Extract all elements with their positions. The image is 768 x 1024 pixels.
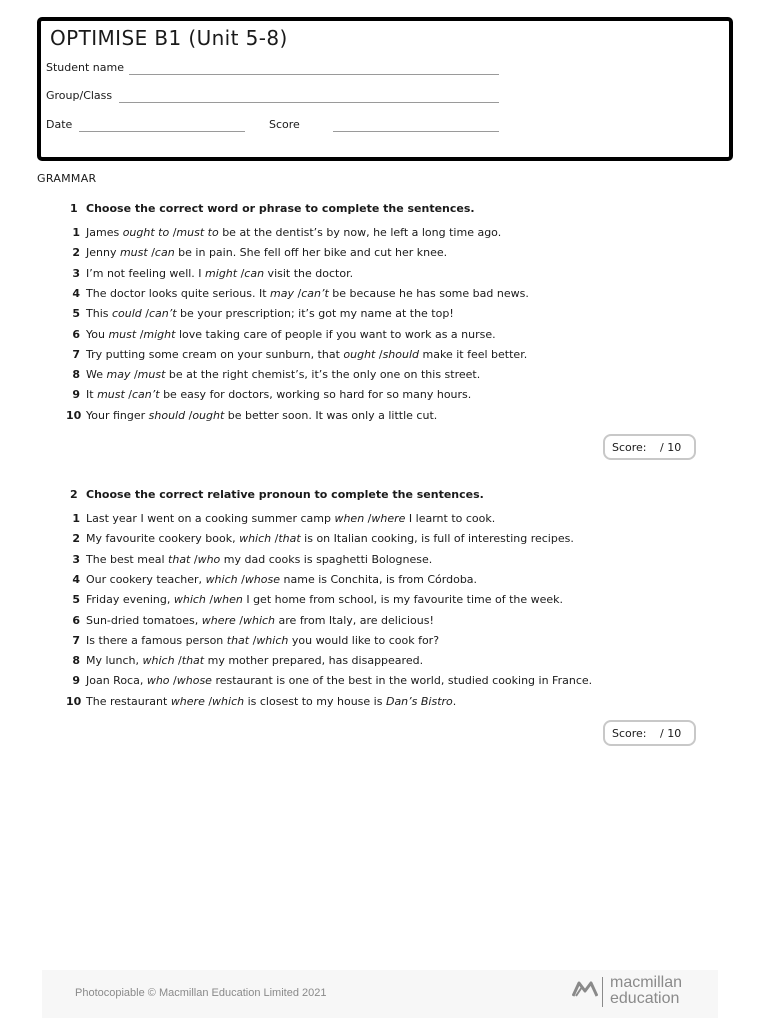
sentence-text: be your prescription; it’s got my name at the top! (176, 307, 454, 321)
question-item (66, 654, 423, 670)
question-item (66, 634, 439, 650)
question-number: 3 (72, 266, 80, 280)
sentence-text: / (169, 226, 177, 239)
question-item (66, 348, 527, 364)
sentence-text: you would like to cook for? (288, 633, 440, 647)
sentence-text: / (141, 307, 149, 321)
sentence-text: / (237, 266, 245, 280)
exercise-instruction-text: Choose the correct relative pronoun to complete the sentences. (86, 488, 484, 501)
sentence-text: be easy for doctors, working so hard for so many hours. (159, 388, 472, 402)
sentence-text: / (375, 347, 383, 361)
sentence-text: The restaurant (86, 694, 171, 708)
sentence-text: The best meal (86, 552, 169, 566)
sentence-text: make it feel better. (419, 347, 528, 361)
group-class-field[interactable] (119, 102, 499, 103)
answer-option[interactable]: can (244, 266, 265, 280)
question-item (66, 246, 447, 262)
answer-option[interactable]: might (205, 266, 238, 280)
sentence-text: Sun-dried tomatoes, (86, 613, 202, 627)
answer-option[interactable]: that (278, 532, 301, 546)
logo-wordmark (610, 975, 682, 1007)
question-number: 4 (72, 286, 80, 300)
question-number: 6 (72, 327, 80, 341)
sentence-text: / (190, 552, 198, 566)
answer-option[interactable]: that (181, 654, 205, 668)
answer-option[interactable]: where (371, 512, 406, 525)
question-item (66, 328, 496, 344)
answer-option[interactable]: whose (176, 674, 212, 688)
date-label: Date (46, 118, 73, 131)
question-item (66, 226, 501, 242)
answer-option[interactable]: where (170, 694, 205, 708)
sentence-text: name is Conchita, is from Córdoba. (280, 572, 478, 586)
sentence-text: be at the dentist’s by now, he left a long time ago. (218, 226, 502, 239)
question-number: 7 (72, 347, 80, 361)
answer-option[interactable]: which (256, 633, 289, 647)
answer-option[interactable]: which (242, 613, 276, 627)
question-item (66, 573, 477, 589)
answer-option[interactable]: should (382, 347, 420, 361)
question-item (66, 409, 437, 425)
question-number: 3 (72, 552, 80, 566)
answer-option[interactable]: may (270, 286, 295, 300)
answer-option[interactable]: where (201, 613, 236, 627)
sentence-text: Our cookery teacher, (86, 572, 206, 586)
answer-option[interactable]: when (213, 593, 243, 607)
sentence-text: This (86, 307, 112, 321)
sentence-text: The doctor looks quite serious. It (86, 286, 271, 300)
score-box-label: Score: (612, 727, 647, 740)
sentence-text: / (249, 633, 257, 647)
sentence-text: is on Italian cooking, is full of interesting recipes. (300, 532, 574, 546)
macmillan-logo (572, 975, 702, 1011)
student-info-box (37, 17, 733, 161)
exercise-number: 2 (70, 488, 78, 501)
sentence-text: Last year I went on a cooking summer camp (86, 512, 335, 525)
exercise-2-score-box[interactable] (603, 720, 696, 746)
sentence-text: / (205, 593, 214, 607)
answer-option[interactable]: that (168, 552, 191, 566)
question-number: 5 (72, 593, 80, 607)
answer-option[interactable]: could (111, 307, 142, 321)
answer-option[interactable]: should (148, 408, 186, 422)
question-item (66, 267, 353, 283)
answer-option[interactable]: can’t (132, 388, 160, 402)
score-box-total: / 10 (660, 441, 682, 454)
sentence-text: love taking care of people if you want to work as a nurse. (175, 327, 496, 341)
sentence-text: be at the right chemist’s, it’s the only one on this street. (165, 368, 481, 382)
answer-option[interactable]: which (142, 654, 175, 668)
sentence-text: restaurant is one of the best in the world, studied cooking in France. (211, 674, 593, 688)
answer-option[interactable]: ought (192, 408, 225, 422)
answer-option[interactable]: must (137, 368, 166, 382)
answer-option[interactable]: who (146, 674, 170, 688)
exercise-2-instruction (70, 488, 484, 501)
question-number: 10 (66, 408, 82, 422)
sentence-text: be in pain. She fell off her bike and cut her knee. (174, 246, 448, 260)
question-number: 9 (72, 388, 80, 402)
sentence-text: We (86, 368, 107, 382)
sentence-text: Jenny (86, 246, 120, 260)
answer-option[interactable]: can (154, 246, 175, 260)
answer-option[interactable]: who (197, 552, 221, 566)
score-box-total: / 10 (660, 727, 682, 740)
sentence-text: / (294, 286, 302, 300)
answer-option[interactable]: which (239, 532, 272, 546)
question-number: 1 (72, 512, 80, 525)
sentence-text: visit the doctor. (264, 266, 354, 280)
question-number: 10 (66, 694, 82, 708)
question-item (66, 307, 454, 323)
question-number: 1 (72, 226, 80, 239)
exercise-instruction-text: Choose the correct word or phrase to complete the sentences. (86, 202, 475, 215)
question-item (66, 532, 574, 548)
question-item (66, 695, 456, 711)
copyright-text: Photocopiable © Macmillan Education Limited 2021 (75, 987, 327, 999)
question-number: 2 (72, 246, 80, 260)
question-number: 4 (72, 572, 80, 586)
question-item (66, 512, 495, 528)
answer-option[interactable]: must (108, 327, 137, 341)
answer-option[interactable]: ought to (122, 226, 170, 239)
sentence-text: It (86, 388, 98, 402)
question-item (66, 593, 563, 609)
question-number: 5 (72, 307, 80, 321)
score-label: Score (269, 118, 300, 131)
sentence-text: I learnt to cook. (405, 512, 496, 525)
score-field[interactable] (333, 131, 499, 132)
question-number: 2 (72, 532, 80, 546)
exercise-1-instruction (70, 202, 475, 215)
sentence-text: my dad cooks is spaghetti Bolognese. (220, 552, 433, 566)
student-name-label: Student name (46, 61, 124, 74)
sentence-text: / (271, 532, 279, 546)
sentence-text: Try putting some cream on your sunburn, that (86, 347, 344, 361)
answer-option[interactable]: when (334, 512, 365, 525)
sentence-text: be better soon. It was only a little cut. (224, 408, 438, 422)
answer-option[interactable]: which (205, 572, 238, 586)
question-number: 8 (72, 368, 80, 382)
sentence-text: . (452, 694, 457, 708)
section-heading: GRAMMAR (37, 172, 97, 185)
logo-divider (602, 977, 603, 1007)
sentence-text: / (364, 512, 372, 525)
question-item (66, 287, 529, 303)
question-number: 8 (72, 654, 80, 668)
logo-line-1: macmillan (610, 974, 683, 991)
sentence-text: Your finger (86, 408, 149, 422)
answer-option[interactable]: which (173, 593, 206, 607)
student-name-field[interactable] (129, 74, 499, 75)
sentence-text: I get home from school, is my favourite time of the week. (242, 593, 564, 607)
date-field[interactable] (79, 131, 245, 132)
answer-option[interactable]: whose (244, 572, 281, 586)
page-title: OPTIMISE B1 (Unit 5-8) (50, 26, 288, 50)
sentence-text: My favourite cookery book, (86, 532, 240, 546)
sentence-text: / (185, 408, 193, 422)
sentence-text: / (147, 246, 155, 260)
answer-option[interactable]: can’t (148, 307, 177, 321)
answer-option[interactable]: might (143, 327, 176, 341)
answer-option[interactable]: must (119, 246, 148, 260)
sentence-text: are from Italy, are delicious! (275, 613, 434, 627)
answer-option[interactable]: that (226, 633, 250, 647)
sentence-text: is closest to my house is (244, 694, 386, 708)
logo-line-2: education (610, 990, 680, 1007)
sentence-text: You (86, 327, 109, 341)
answer-option[interactable]: can’t (301, 286, 329, 300)
sentence-text: / (235, 613, 243, 627)
answer-option[interactable]: may (106, 368, 131, 382)
exercise-1-score-box[interactable] (603, 434, 696, 460)
answer-option[interactable]: which (212, 694, 245, 708)
sentence-text: Is there a famous person (86, 633, 227, 647)
group-class-label: Group/Class (46, 89, 113, 102)
answer-option[interactable]: must to (176, 226, 219, 239)
question-item (66, 553, 432, 569)
question-number: 6 (72, 613, 80, 627)
sentence-text: / (174, 654, 182, 668)
sentence-text: I’m not feeling well. I (86, 266, 206, 280)
question-item (66, 614, 434, 630)
sentence-text: James (86, 226, 123, 239)
question-number: 7 (72, 633, 80, 647)
score-box-label: Score: (612, 441, 647, 454)
question-item (66, 674, 592, 690)
answer-option[interactable]: Dan’s Bistro (385, 694, 453, 708)
question-item (66, 368, 480, 384)
answer-option[interactable]: must (97, 388, 125, 402)
answer-option[interactable]: ought (343, 347, 376, 361)
question-item (66, 388, 471, 404)
sentence-text: / (130, 368, 138, 382)
question-number: 9 (72, 674, 80, 688)
sentence-text: my mother prepared, has disappeared. (204, 654, 424, 668)
sentence-text: / (136, 327, 144, 341)
sentence-text: / (237, 572, 245, 586)
sentence-text: / (204, 694, 213, 708)
sentence-text: / (169, 674, 177, 688)
exercise-number: 1 (70, 202, 78, 215)
macmillan-m-icon (572, 979, 598, 997)
sentence-text: be because he has some bad news. (328, 286, 529, 300)
sentence-text: My lunch, (86, 654, 143, 668)
sentence-text: Friday evening, (86, 593, 174, 607)
sentence-text: / (124, 388, 132, 402)
sentence-text: Joan Roca, (86, 674, 147, 688)
